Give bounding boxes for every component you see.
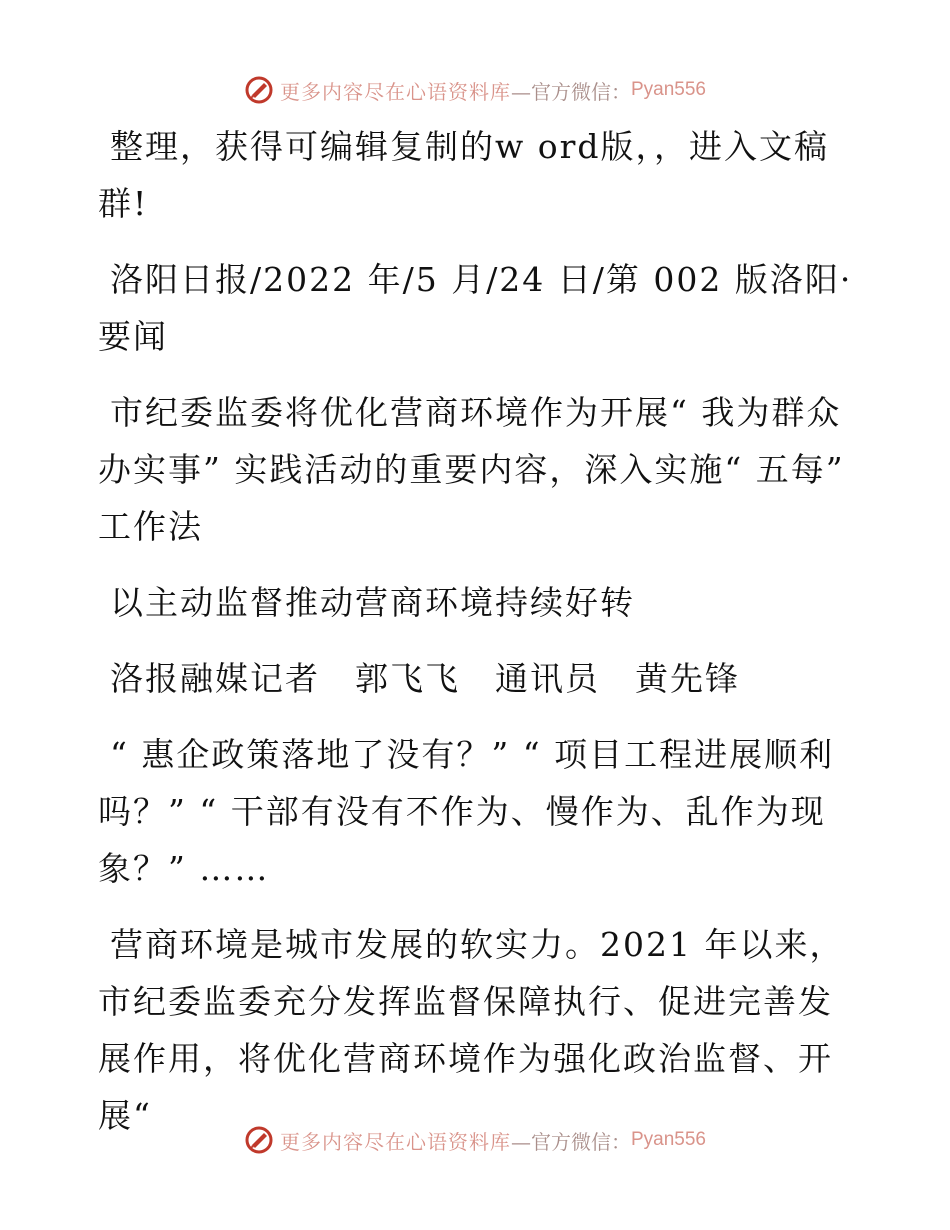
paragraph-intro: 整理，获得可编辑复制的w ord版，，进入文稿群! (98, 127, 830, 223)
watermark-text: 更多内容尽在心语资料库 (279, 79, 511, 104)
article-byline: 洛报融媒记者 郭飞飞 通讯员 黄先锋 (110, 659, 740, 698)
watermark-label: —官方微信： (510, 1129, 631, 1154)
footer-watermark (0, 1120, 950, 1160)
watermark-wechat-id: Pyan556 (630, 79, 706, 100)
paragraph-source: 洛阳日报/2022 年/5 月/24 日/第 002 版洛阳·要闻 (98, 260, 853, 356)
watermark-logo-icon (244, 1125, 274, 1155)
watermark-wechat-id: Pyan556 (630, 1129, 706, 1150)
paragraph-body: 营商环境是城市发展的软实力。2021 年以来，市纪委监委充分发挥监督保障执行、促进完善发展作用，将优化营商环境作为强化政治监督、开展“ (98, 925, 845, 1135)
watermark-text: 更多内容尽在心语资料库 (279, 1129, 511, 1154)
header-watermark (0, 70, 950, 110)
watermark-logo-icon (244, 75, 274, 105)
document-body (98, 118, 858, 1163)
paragraph-questions: “ 惠企政策落地了没有？” “ 项目工程进展顺利吗？” “ 干部有没有不作为、慢作为、乱作为现象？” …… (98, 735, 835, 888)
watermark-label: —官方微信： (510, 79, 631, 104)
article-headline: 市纪委监委将优化营商环境作为开展“ 我为群众办实事” 实践活动的重要内容，深入实施“ 五每” 工作法 (98, 393, 858, 546)
article-subheadline: 以主动监督推动营商环境持续好转 (110, 583, 635, 622)
